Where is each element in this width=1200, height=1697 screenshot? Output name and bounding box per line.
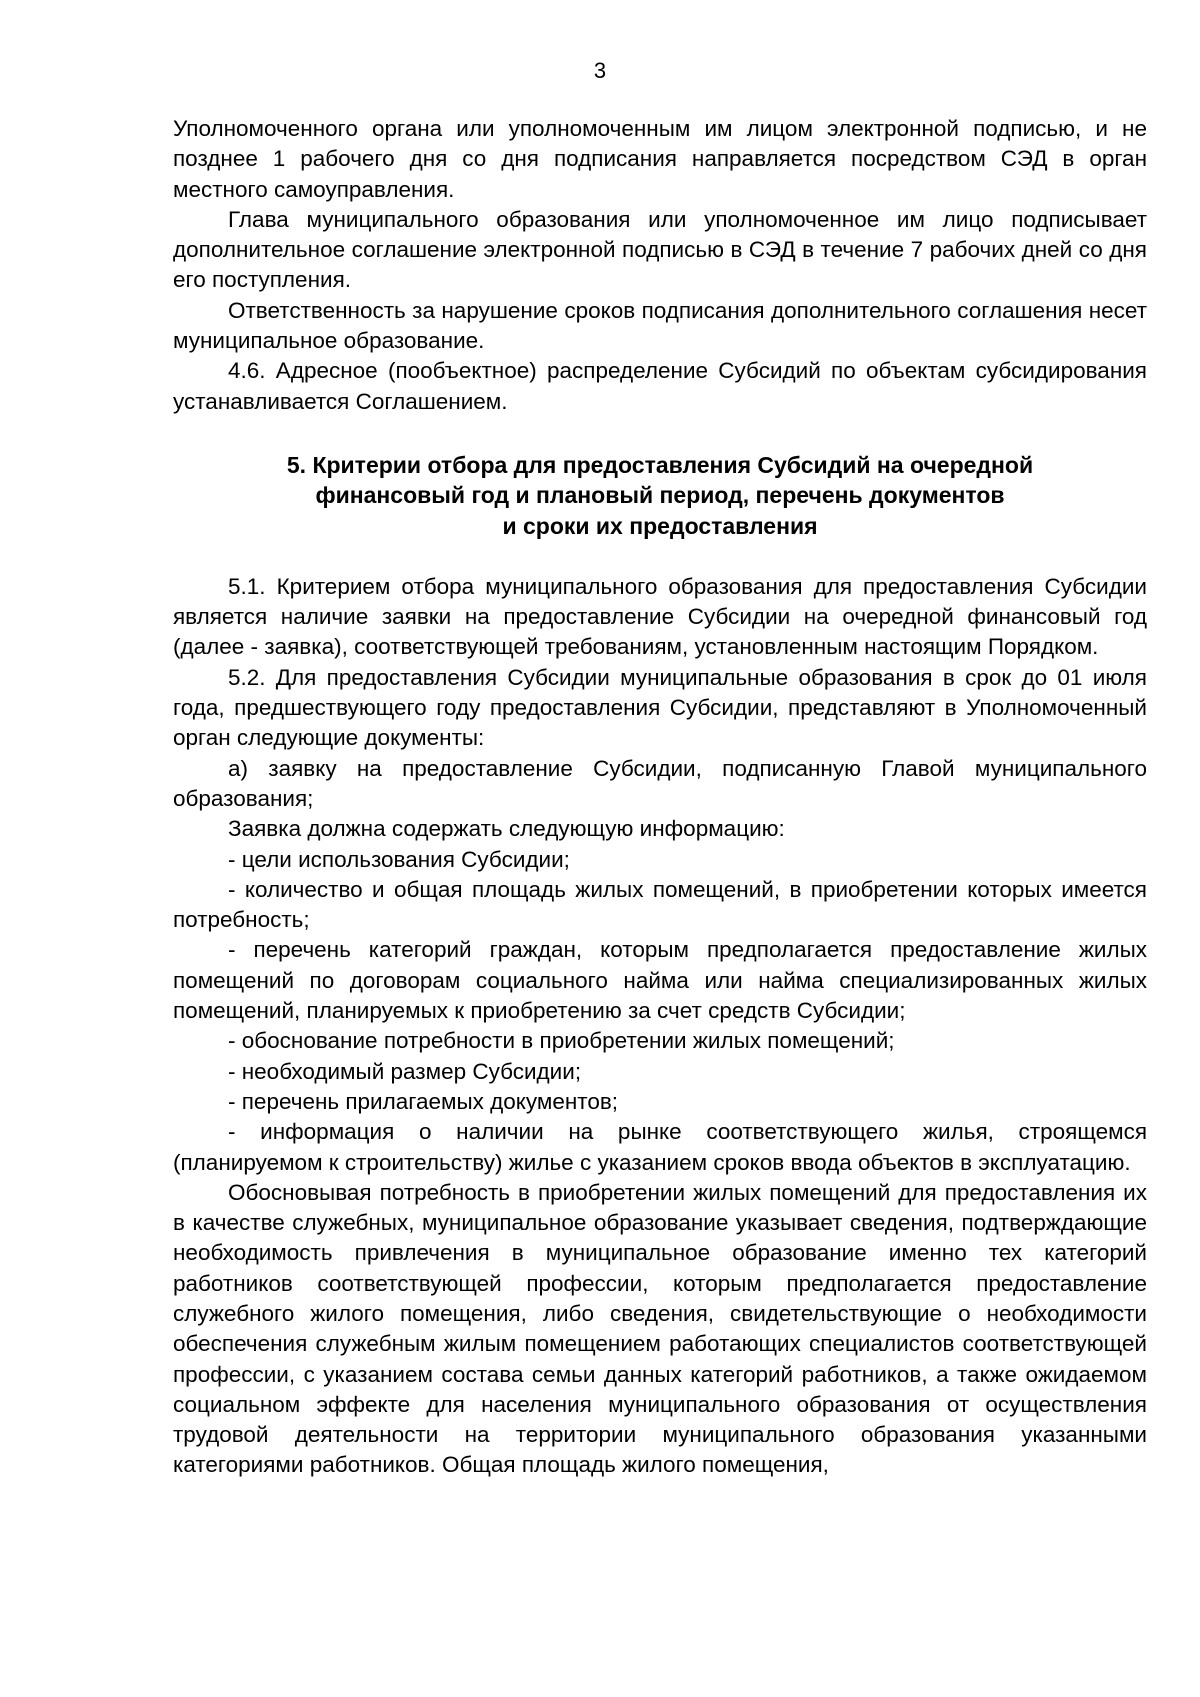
list-item: - перечень прилагаемых документов; [228, 1088, 619, 1114]
list-item: - необходимый размер Субсидии; [228, 1058, 582, 1084]
paragraph: а) заявку на предоставление Субсидии, подписанную Главой муниципального образования; [173, 755, 1147, 811]
document-body [173, 114, 1147, 1481]
section-heading-line: 5. Критерии отбора для предоставления Субсидий на очередной [286, 451, 1034, 478]
paragraph: Заявка должна содержать следующую информацию: [228, 816, 785, 842]
page-number: 3 [593, 58, 607, 83]
section-heading [173, 450, 1147, 541]
paragraph: 4.6. Адресное (пообъектное) распределение Субсидий по объектам субсидирования устанавливается Соглашением. [173, 358, 1147, 414]
section-heading-line: финансовый год и плановый период, перечень документов [315, 482, 1005, 509]
list-item: - информация о наличии на рынке соответствующего жилья, строящемся (планируемом к строительству) жилье с указанием сроков ввода объектов в эксплуатацию. [173, 1119, 1147, 1175]
list-item: - обоснование потребности в приобретении жилых помещений; [228, 1028, 895, 1054]
paragraph: Обосновывая потребность в приобретении жилых помещений для предоставления их в качестве служебных, муниципальное образование указывает сведения, подтверждающие необходимость привлечения в муниципальное образование именно тех категорий работников соответствующей профессии, которым предполагается предоставление служебного жилого помещения, либо сведения, свидетельствующие о необходимости обеспечения служебным жилым помещением работающих специалистов соответствующей профессии, с указанием состава семьи данных категорий работников, а также ожидаемом социальном эффекте для населения муниципального образования от осуществления трудовой деятельности на территории муниципального образования указанными категориями работников. Общая площадь жилого помещения, [173, 1179, 1147, 1478]
paragraph: Глава муниципального образования или уполномоченное им лицо подписывает дополнительное соглашение электронной подписью в СЭД в течение 7 рабочих дней со дня его поступления. [173, 206, 1147, 293]
paragraph: Ответственность за нарушение сроков подписания дополнительного соглашения несет муниципальное образование. [173, 297, 1147, 354]
paragraph: Уполномоченного органа или уполномоченным им лицом электронной подписью, и не позднее 1 рабочего дня со дня подписания направляется посредством СЭД в орган местного самоуправления. [173, 116, 1147, 202]
paragraph: 5.2. Для предоставления Субсидии муниципальные образования в срок до 01 июля года, предшествующего году предоставления Субсидии, представляют в Уполномоченный орган следующие документы: [173, 664, 1147, 751]
list-item: - количество и общая площадь жилых помещений, в приобретении которых имеется потребность; [173, 876, 1147, 933]
list-item: - перечень категорий граждан, которым предполагается предоставление жилых помещений по договорам социального найма или найма специализированных жилых помещений, планируемых к приобретению за счет средств Субсидии; [173, 937, 1147, 1024]
list-item: - цели использования Субсидии; [228, 846, 570, 872]
section-heading-line: и сроки их предоставления [502, 512, 818, 539]
paragraph: 5.1. Критерием отбора муниципального образования для предоставления Субсидии является наличие заявки на предоставление Субсидии на очередной финансовый год (далее - заявка), соответствующей требованиям, установленным настоящим Порядком. [173, 573, 1147, 660]
